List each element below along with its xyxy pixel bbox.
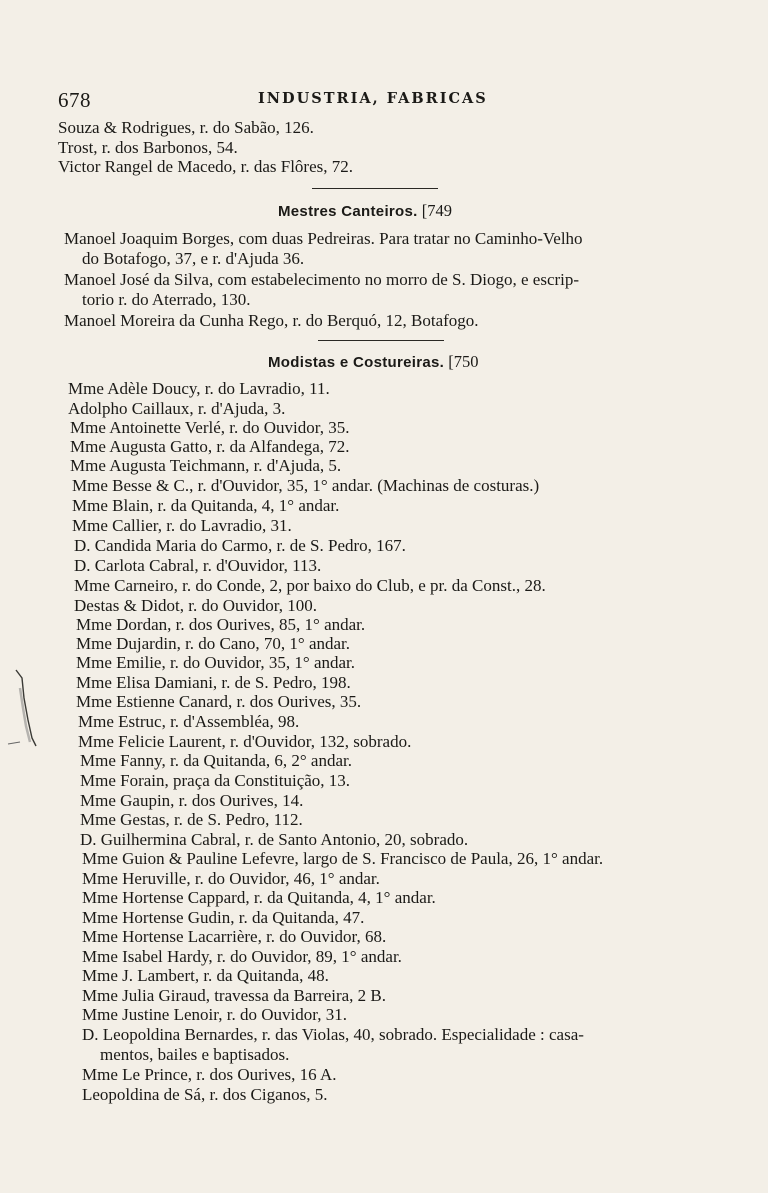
listing-line: Mme Julia Giraud, travessa da Barreira, 2 B. (82, 986, 387, 1005)
listing-line: Mme J. Lambert, r. da Quitanda, 48. (82, 966, 329, 985)
listing-line: torio r. do Aterrado, 130. (82, 290, 251, 309)
listing-line: Mme Guion & Pauline Lefevre, largo de S. Francisco de Paula, 26, 1° andar. (82, 849, 604, 868)
listing-line: Mme Carneiro, r. do Conde, 2, por baixo do Club, e pr. da Const., 28. (74, 576, 546, 595)
listing-line: Mme Gaupin, r. dos Ourives, 14. (80, 791, 304, 810)
listing-line: Mme Felicie Laurent, r. d'Ouvidor, 132, sobrado. (78, 732, 412, 751)
listing-line: Mme Emilie, r. do Ouvidor, 35, 1° andar. (76, 653, 356, 672)
listing-line: Trost, r. dos Barbonos, 54. (58, 138, 238, 157)
listing-line: D. Candida Maria do Carmo, r. de S. Pedro, 167. (74, 536, 406, 555)
section-heading-mestres-canteiros (278, 201, 452, 221)
listing-line: D. Leopoldina Bernardes, r. das Violas, 40, sobrado. Especialidade : casa- (82, 1025, 584, 1044)
section-divider (312, 188, 438, 189)
listing-line: do Botafogo, 37, e r. d'Ajuda 36. (82, 249, 305, 268)
listing-line: Mme Besse & C., r. d'Ouvidor, 35, 1° andar. (Machinas de costuras.) (72, 476, 540, 495)
listing-line: Mme Dordan, r. dos Ourives, 85, 1° andar. (76, 615, 366, 634)
section-title: Modistas e Costureiras. (268, 354, 445, 371)
listing-line: Adolpho Caillaux, r. d'Ajuda, 3. (68, 399, 286, 418)
listing-line: Manoel Joaquim Borges, com duas Pedreiras. Para tratar no Caminho-Velho (64, 229, 583, 248)
section-divider (318, 340, 444, 341)
listing-line: Mme Justine Lenoir, r. do Ouvidor, 31. (82, 1005, 347, 1024)
scan-margin-mark (6, 668, 40, 748)
section-title: Mestres Canteiros. (278, 203, 418, 220)
listing-line: Mme Isabel Hardy, r. do Ouvidor, 89, 1° andar. (82, 947, 402, 966)
listing-line: Mme Blain, r. da Quitanda, 4, 1° andar. (72, 496, 340, 515)
listing-line: Mme Hortense Lacarrière, r. do Ouvidor, 68. (82, 927, 387, 946)
listing-line: Mme Augusta Teichmann, r. d'Ajuda, 5. (70, 456, 342, 475)
listing-line: Mme Hortense Cappard, r. da Quitanda, 4, 1° andar. (82, 888, 436, 907)
page-number: 678 (58, 88, 91, 112)
listing-line: mentos, bailes e baptisados. (100, 1045, 290, 1064)
section-number: [750 (448, 352, 479, 371)
listing-line: Destas & Didot, r. do Ouvidor, 100. (74, 596, 317, 615)
listing-line: Mme Callier, r. do Lavradio, 31. (72, 516, 292, 535)
listing-line: Mme Forain, praça da Constituição, 13. (80, 771, 351, 790)
listing-line: Souza & Rodrigues, r. do Sabão, 126. (58, 118, 314, 137)
listing-line: Mme Le Prince, r. dos Ourives, 16 A. (82, 1065, 337, 1084)
listing-line: Leopoldina de Sá, r. dos Ciganos, 5. (82, 1085, 328, 1104)
listing-line: Mme Antoinette Verlé, r. do Ouvidor, 35. (70, 418, 350, 437)
running-head: INDUSTRIA, FABRICAS (258, 90, 488, 107)
listing-line: Victor Rangel de Macedo, r. das Flôres, 72. (58, 157, 353, 176)
listing-line: Mme Heruville, r. do Ouvidor, 46, 1° andar. (82, 869, 380, 888)
listing-line: Manoel José da Silva, com estabelecimento no morro de S. Diogo, e escrip- (64, 270, 580, 289)
listing-line: Mme Hortense Gudin, r. da Quitanda, 47. (82, 908, 365, 927)
listing-line: Mme Estienne Canard, r. dos Ourives, 35. (76, 692, 362, 711)
listing-line: Mme Gestas, r. de S. Pedro, 112. (80, 810, 303, 829)
section-number: [749 (421, 201, 452, 220)
listing-line: D. Guilhermina Cabral, r. de Santo Antonio, 20, sobrado. (80, 830, 469, 849)
listing-line: Mme Elisa Damiani, r. de S. Pedro, 198. (76, 673, 351, 692)
listing-line: Mme Fanny, r. da Quitanda, 6, 2° andar. (80, 751, 352, 770)
listing-line: Mme Augusta Gatto, r. da Alfandega, 72. (70, 437, 350, 456)
listing-line: Mme Estruc, r. d'Assembléa, 98. (78, 712, 300, 731)
section-heading-modistas-costureiras (268, 352, 479, 372)
listing-line: Mme Dujardin, r. do Cano, 70, 1° andar. (76, 634, 351, 653)
listing-line: Mme Adèle Doucy, r. do Lavradio, 11. (68, 379, 330, 398)
listing-line: D. Carlota Cabral, r. d'Ouvidor, 113. (74, 556, 322, 575)
listing-line: Manoel Moreira da Cunha Rego, r. do Berquó, 12, Botafogo. (64, 311, 479, 330)
